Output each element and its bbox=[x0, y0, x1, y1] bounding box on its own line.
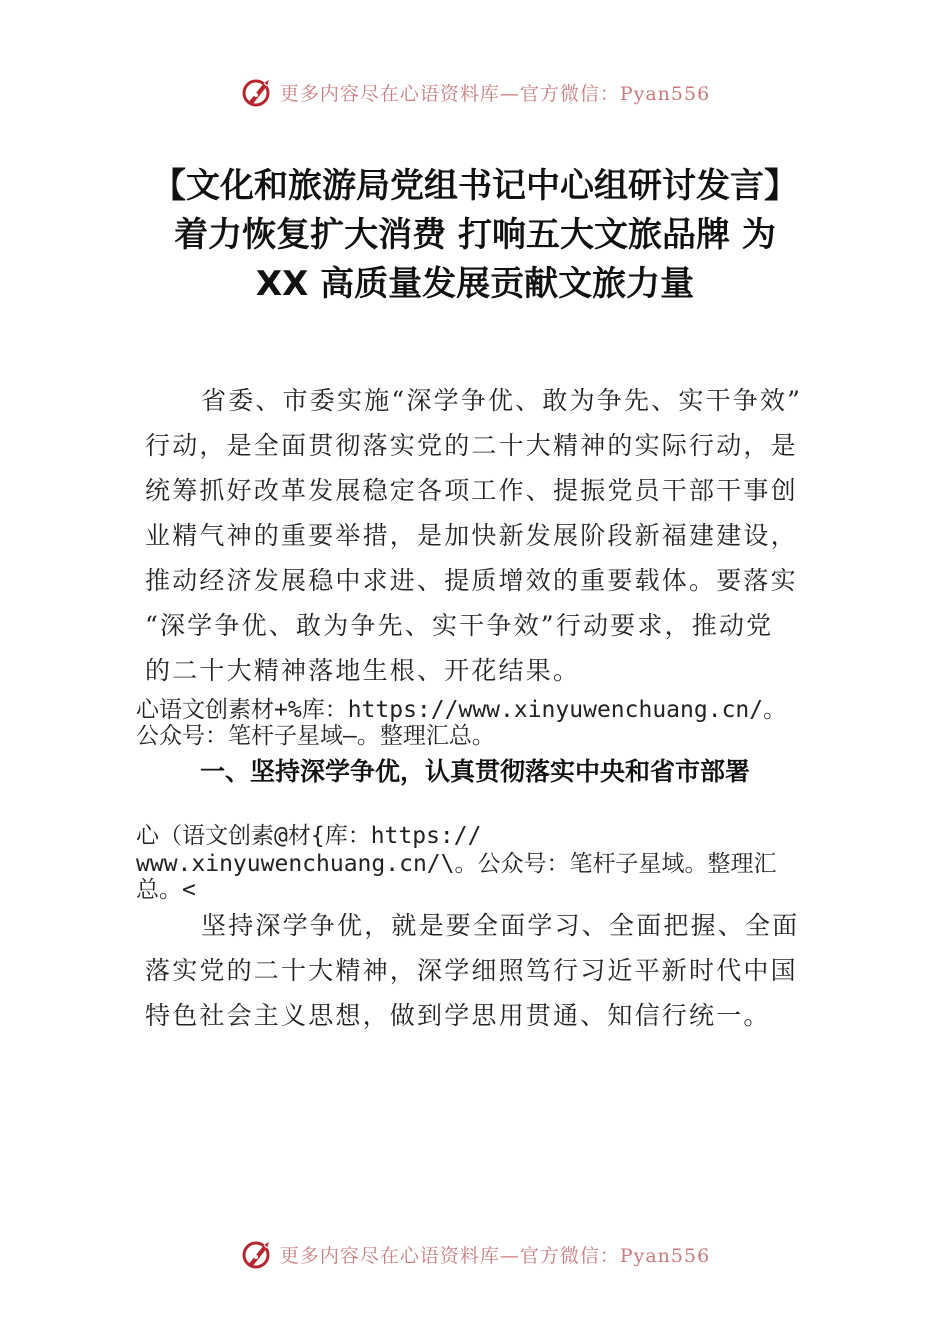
watermark-line: 心语文创素材+%库：https://www.xinyuwenchuang.cn/。 bbox=[136, 697, 787, 723]
paragraph-line: 省委、市委实施“深学争优、敢为争先、实干争效” bbox=[201, 386, 803, 415]
watermark-line: 心（语文创素@材{库：https:// bbox=[136, 823, 482, 849]
paragraph-line: 推动经济发展稳中求进、提质增效的重要载体。要落实 bbox=[145, 566, 798, 595]
watermark-note-1 bbox=[136, 697, 786, 749]
paragraph-line: 坚持深学争优，就是要全面学习、全面把握、全面 bbox=[201, 911, 800, 940]
paragraph-line: 落实党的二十大精神，深学细照笃行习近平新时代中国 bbox=[145, 956, 798, 985]
pen-nib-logo-icon bbox=[240, 1237, 274, 1271]
title-line-2: 着力恢复扩大消费 打响五大文旅品牌 为 bbox=[174, 215, 776, 255]
paragraph-2 bbox=[145, 903, 799, 1038]
title-line-3: XX 高质量发展贡献文旅力量 bbox=[255, 264, 695, 304]
paragraph-line: 的二十大精神落地生根、开花结果。 bbox=[145, 656, 581, 685]
watermark-line: www.xinyuwenchuang.cn/\。公众号：笔杆子星域。整理汇 bbox=[136, 851, 777, 877]
paragraph-line: “深学争优、敢为争先、实干争效”行动要求，推动党 bbox=[145, 611, 774, 640]
paragraph-line: 统筹抓好改革发展稳定各项工作、提振党员干部干事创 bbox=[145, 476, 798, 505]
paragraph-1 bbox=[145, 378, 802, 693]
document-title bbox=[100, 162, 850, 309]
pen-nib-logo-icon bbox=[240, 75, 274, 109]
paragraph-line: 特色社会主义思想，做到学思用贯通、知信行统一。 bbox=[145, 1001, 771, 1030]
section-heading: 一、坚持深学争优，认真贯彻落实中央和省市部署 bbox=[200, 757, 751, 786]
footer-banner bbox=[0, 1234, 950, 1274]
watermark-note-2 bbox=[136, 823, 777, 903]
footer-banner-text: 更多内容尽在心语资料库—官方微信：Pyan556 bbox=[279, 1244, 711, 1267]
watermark-line: 公众号：笔杆子星域—。整理汇总。 bbox=[136, 723, 495, 749]
paragraph-line: 业精气神的重要举措，是加快新发展阶段新福建建设， bbox=[145, 521, 798, 550]
header-banner-text: 更多内容尽在心语资料库—官方微信：Pyan556 bbox=[279, 82, 711, 105]
header-banner bbox=[0, 72, 950, 112]
watermark-line: 总。< bbox=[136, 877, 196, 903]
paragraph-line: 行动，是全面贯彻落实党的二十大精神的实际行动，是 bbox=[145, 431, 798, 460]
title-line-1: 【文化和旅游局党组书记中心组研讨发言】 bbox=[152, 166, 798, 206]
